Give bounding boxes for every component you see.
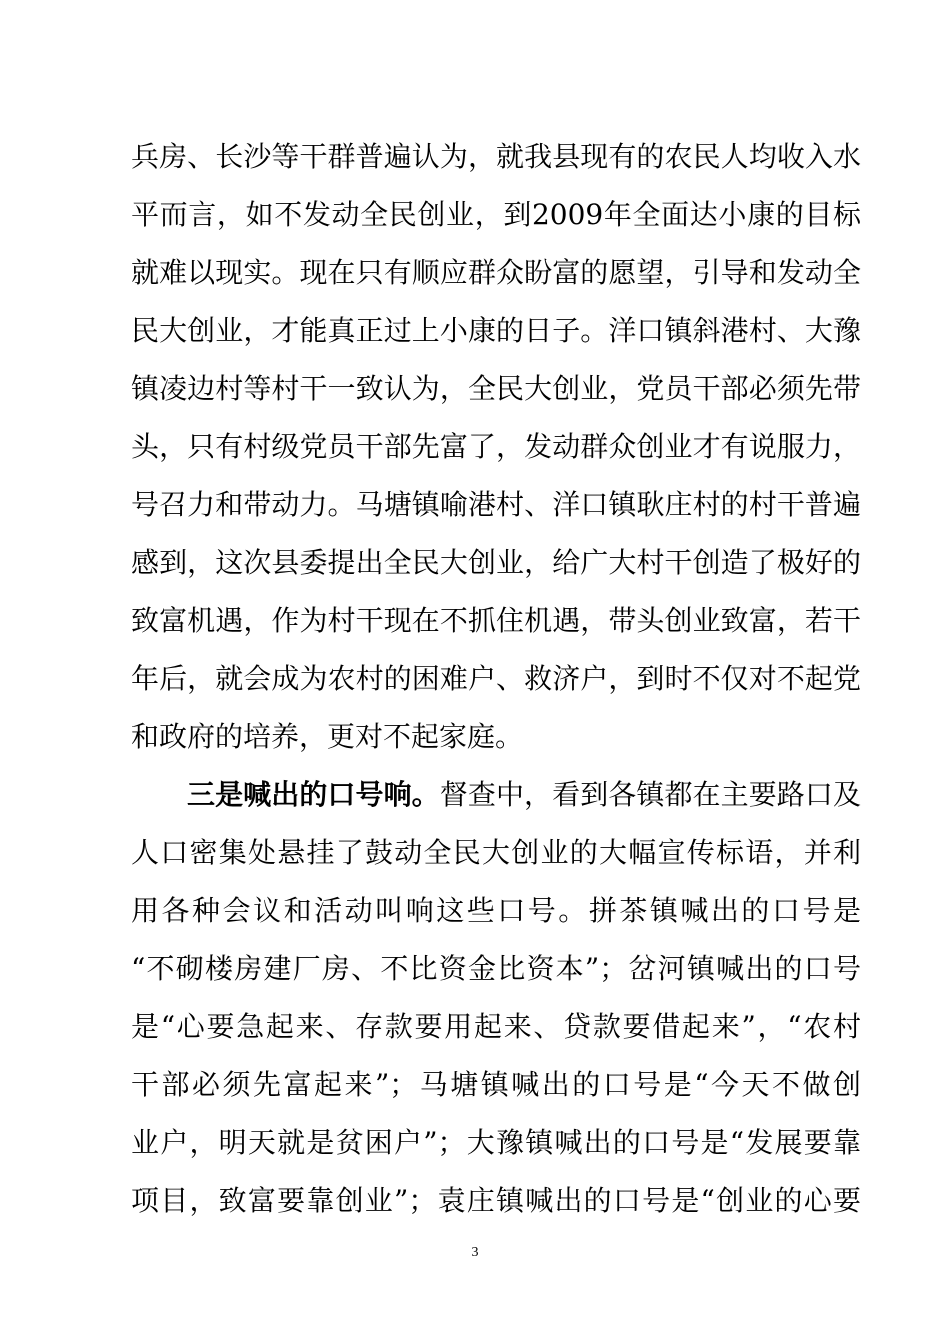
paragraph-line: 感到，这次县委提出全民大创业，给广大村干创造了极好的 bbox=[131, 546, 861, 579]
paragraph-first-line bbox=[131, 766, 861, 824]
paragraph-line: 和政府的培养，更对不起家庭。 bbox=[131, 720, 524, 753]
paragraph-line: 就难以现实。现在只有顺应群众盼富的愿望，引导和发动全 bbox=[131, 256, 861, 289]
paragraph-line: 人口密集处悬挂了鼓动全民大创业的大幅宣传标语，并利 bbox=[131, 836, 861, 869]
paragraph-line: 民大创业，才能真正过上小康的日子。洋口镇斜港村、大豫 bbox=[131, 314, 861, 347]
paragraph-lead-heading: 三是喊出的口号响。 bbox=[187, 778, 440, 811]
paragraph-line: 号召力和带动力。马塘镇喻港村、洋口镇耿庄村的村干普遍 bbox=[131, 488, 861, 521]
paragraph-line: 项目，致富要靠创业”；袁庄镇喊出的口号是“创业的心要 bbox=[131, 1184, 861, 1217]
paragraph-line: 干部必须先富起来”；马塘镇喊出的口号是“今天不做创 bbox=[131, 1068, 861, 1101]
paragraph-line: 业户，明天就是贫困户”；大豫镇喊出的口号是“发展要靠 bbox=[131, 1126, 861, 1159]
paragraph-line: 致富机遇，作为村干现在不抓住机遇，带头创业致富，若干 bbox=[131, 604, 861, 637]
paragraph-line: “不砌楼房建厂房、不比资金比资本”；岔河镇喊出的口号 bbox=[131, 952, 861, 985]
page-number: 3 bbox=[471, 1245, 479, 1260]
paragraph-line: 年后，就会成为农村的困难户、救济户，到时不仅对不起党 bbox=[131, 662, 861, 695]
paragraph-line: 头，只有村级党员干部先富了，发动群众创业才有说服力， bbox=[131, 430, 861, 463]
paragraph-line-rest: 督查中，看到各镇都在主要路口及 bbox=[439, 778, 861, 811]
paragraph-line: 镇凌边村等村干一致认为，全民大创业，党员干部必须先带 bbox=[131, 372, 861, 405]
body-text bbox=[131, 128, 861, 1230]
paragraph-line: 平而言，如不发动全民创业，到2009年全面达小康的目标 bbox=[131, 198, 861, 231]
paragraph-line: 是“心要急起来、存款要用起来、贷款要借起来”，“农村 bbox=[131, 1010, 861, 1043]
paragraph-line: 兵房、长沙等干群普遍认为，就我县现有的农民人均收入水 bbox=[131, 140, 861, 173]
paragraph-line: 用各种会议和活动叫响这些口号。拼茶镇喊出的口号是 bbox=[131, 894, 861, 927]
